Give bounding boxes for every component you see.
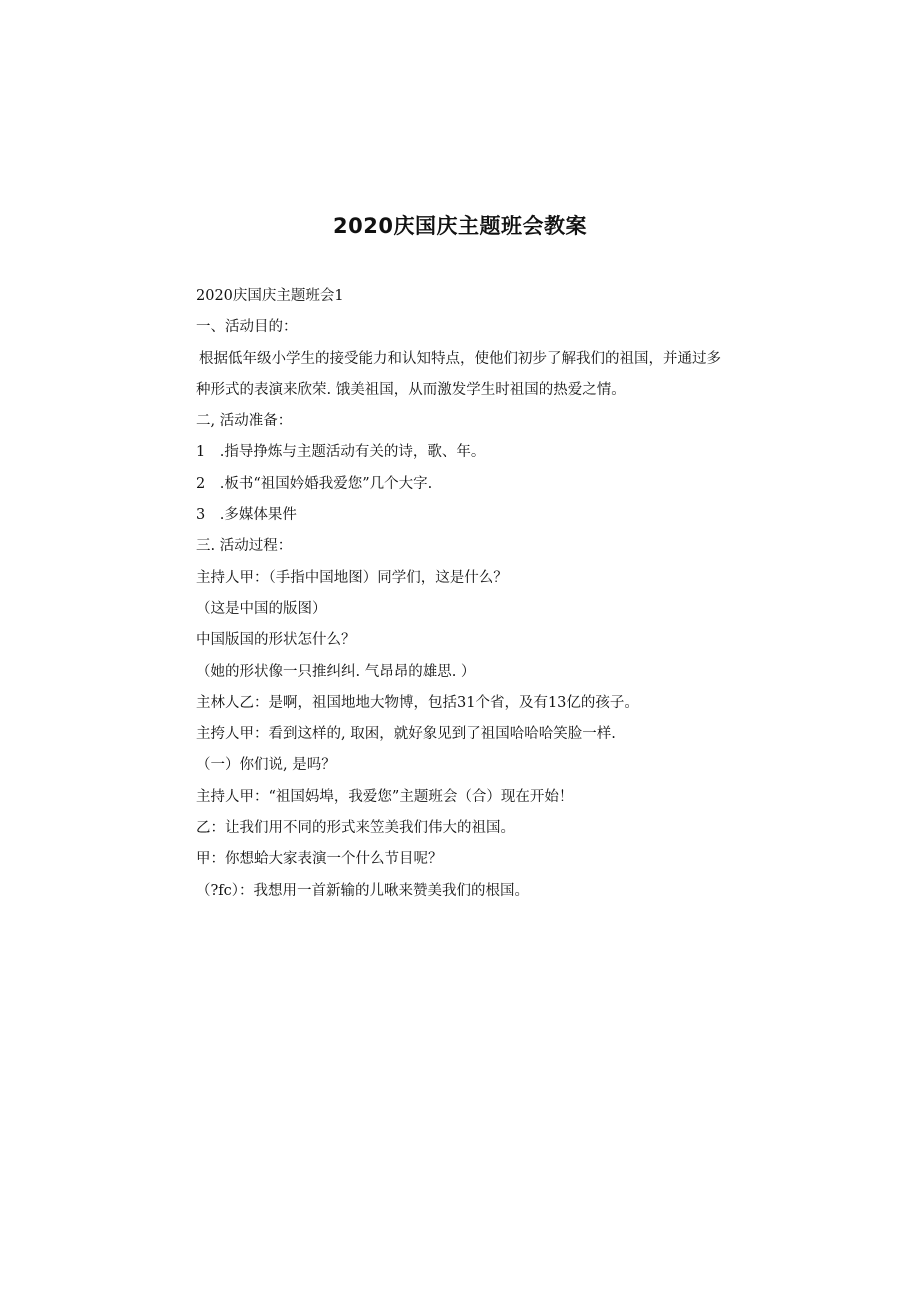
paragraph-line: 甲：你想蛤大家表演一个什么节目呢？ [196, 851, 443, 868]
paragraph-line: 主林人乙：是啊，祖国地地大物博，包括31个省，及有13亿的孩子。 [196, 694, 639, 711]
paragraph-line: 乙：让我们用不同的形式来笠美我们伟大的祖国。 [196, 820, 515, 837]
paragraph-line: 主挎人甲：看到这样的, 取困，就好象见到了祖国哈哈哈笑脸一样. [196, 726, 616, 743]
paragraph-line: 一、活动目的： [196, 319, 298, 336]
document-title: 2020庆国庆主题班会教案 [333, 214, 587, 238]
paragraph-line: 根据低年级小学生的接受能力和认知特点，使他们初步了解我们的祖国，并通过多 [199, 350, 721, 367]
paragraph-line: （?fc）：我想用一首新输的儿啾来赞美我们的根国。 [196, 882, 530, 899]
list-item: 3 .多媒体果件 [196, 507, 297, 524]
paragraph-line: 主持人甲：“祖国妈埠，我爱您”主题班会（合）现在开始！ [196, 788, 574, 805]
paragraph-line: （这是中国的版图） [196, 600, 327, 617]
paragraph-line: 三. 活动过程： [196, 538, 293, 555]
paragraph-line: 主持人甲：（手指中国地图）同学们，这是什么？ [196, 569, 508, 586]
paragraph-line: 二, 活动准备： [196, 413, 293, 430]
list-item: 2 .板书“祖国妗婚我爱您”几个大字. [196, 475, 433, 492]
paragraph-line: （她的形状像一只推纠纠. 气昂昂的雄思. ） [196, 663, 476, 680]
section-heading: 2020庆国庆主题班会1 [196, 288, 344, 304]
paragraph-line: （一）你们说, 是吗？ [196, 757, 336, 774]
document-body [196, 281, 772, 907]
list-item: 1 .指导挣炼与主题活动有关的诗，歌、年。 [196, 444, 486, 461]
paragraph-line: 中国版国的形状怎什么？ [196, 632, 356, 649]
paragraph-line: 种形式的表演来欣荣. 饿美祖国，从而激发学生时祖国的热爱之情。 [196, 381, 626, 398]
